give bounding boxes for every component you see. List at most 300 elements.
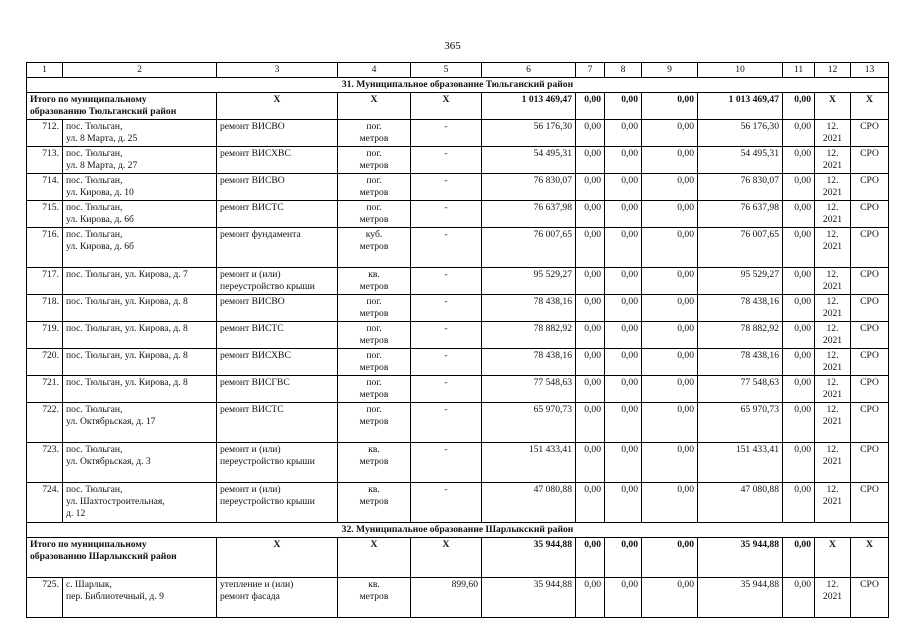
work-type-cell-line: ремонт ВИСХВС — [220, 147, 291, 159]
amount-cell: 0,00 — [642, 146, 698, 173]
table-row — [27, 482, 889, 522]
work-type-cell — [217, 482, 338, 522]
address-cell-line: ул. Кирова, д. 6б — [66, 213, 134, 225]
amount-cell: 0,00 — [783, 482, 815, 522]
work-type-cell-line: ремонт ВИСВО — [220, 295, 285, 307]
table-row — [27, 348, 889, 375]
amount-cell: 47 080,88 — [698, 482, 783, 522]
amount-cell: 0,00 — [576, 375, 605, 402]
row-number: 718. — [27, 294, 63, 321]
address-cell — [63, 482, 217, 522]
amount-cell: 0,00 — [605, 482, 642, 522]
address-cell-line: пос. Тюльган, — [66, 228, 123, 240]
amount-cell: 0,00 — [642, 200, 698, 227]
date-cell-line: 2021 — [822, 415, 843, 427]
column-header: 7 — [576, 63, 605, 78]
date-cell-line: 2021 — [822, 213, 843, 225]
amount-cell: 78 882,92 — [482, 321, 576, 348]
work-type-cell-line: ремонт и (или) — [220, 268, 281, 280]
amount-cell: 0,00 — [642, 119, 698, 146]
address-cell-line: пер. Библиотечный, д. 9 — [66, 590, 164, 602]
row-number: 722. — [27, 402, 63, 442]
unit-cell — [338, 577, 411, 617]
address-cell-line: ул. Шахтостроительная, — [66, 495, 165, 507]
address-cell-line: д. 12 — [66, 507, 86, 519]
work-type-cell-line: ремонт ВИСТС — [220, 201, 284, 213]
amount-cell: 0,00 — [642, 482, 698, 522]
amount-cell: 0,00 — [576, 227, 605, 267]
date-cell — [815, 146, 851, 173]
amount-cell: 0,00 — [605, 442, 642, 482]
address-cell-line: ул. 8 Марта, д. 25 — [66, 132, 138, 144]
date-cell-line: 2021 — [822, 590, 843, 602]
method-cell: СРО — [851, 482, 889, 522]
total-amount: 0,00 — [642, 92, 698, 119]
unit-cell-line: пог. — [366, 349, 382, 361]
amount-cell: 0,00 — [576, 482, 605, 522]
total-cell: X — [217, 537, 338, 577]
amount-cell: 0,00 — [576, 173, 605, 200]
amount-cell: 151 433,41 — [482, 442, 576, 482]
address-cell — [63, 348, 217, 375]
total-amount: 0,00 — [783, 537, 815, 577]
amount-cell: 0,00 — [605, 227, 642, 267]
quantity-cell: - — [411, 267, 482, 294]
amount-cell: 0,00 — [605, 577, 642, 617]
section-title-row — [27, 522, 889, 537]
address-cell-line: пос. Тюльган, — [66, 443, 123, 455]
work-type-cell-line: ремонт и (или) — [220, 443, 281, 455]
date-cell-line: 2021 — [822, 361, 843, 373]
amount-cell: 47 080,88 — [482, 482, 576, 522]
date-cell — [815, 577, 851, 617]
amount-cell: 0,00 — [576, 267, 605, 294]
work-type-cell — [217, 119, 338, 146]
method-cell: СРО — [851, 267, 889, 294]
method-cell: СРО — [851, 227, 889, 267]
amount-cell: 56 176,30 — [482, 119, 576, 146]
date-cell-line: 2021 — [822, 132, 843, 144]
work-type-cell-line: переустройство крыши — [220, 495, 315, 507]
row-number: 715. — [27, 200, 63, 227]
total-label-line: образованию Тюльганский район — [30, 105, 177, 117]
total-amount: 0,00 — [576, 537, 605, 577]
unit-cell-line: метров — [359, 334, 389, 346]
quantity-cell: - — [411, 119, 482, 146]
work-type-cell — [217, 402, 338, 442]
method-cell: СРО — [851, 200, 889, 227]
amount-cell: 0,00 — [642, 348, 698, 375]
quantity-cell: - — [411, 321, 482, 348]
date-cell-line: 12. — [826, 228, 839, 240]
amount-cell: 76 830,07 — [698, 173, 783, 200]
amount-cell: 76 007,65 — [698, 227, 783, 267]
unit-cell-line: метров — [359, 159, 389, 171]
amount-cell: 0,00 — [642, 267, 698, 294]
amount-cell: 0,00 — [783, 348, 815, 375]
amount-cell: 76 637,98 — [698, 200, 783, 227]
amount-cell: 0,00 — [605, 375, 642, 402]
total-label-line: Итого по муниципальному — [30, 93, 147, 105]
amount-cell: 0,00 — [642, 375, 698, 402]
column-header: 10 — [698, 63, 783, 78]
column-header: 13 — [851, 63, 889, 78]
address-cell — [63, 146, 217, 173]
work-type-cell — [217, 348, 338, 375]
date-cell — [815, 294, 851, 321]
date-cell-line: 12. — [826, 403, 839, 415]
unit-cell — [338, 442, 411, 482]
amount-cell: 0,00 — [642, 402, 698, 442]
amount-cell: 0,00 — [576, 348, 605, 375]
work-type-cell-line: ремонт ВИСХВС — [220, 349, 291, 361]
register-table — [26, 62, 889, 618]
amount-cell: 76 830,07 — [482, 173, 576, 200]
quantity-cell: - — [411, 482, 482, 522]
date-cell-line: 2021 — [822, 388, 843, 400]
amount-cell: 0,00 — [605, 348, 642, 375]
row-number: 714. — [27, 173, 63, 200]
unit-cell-line: пог. — [366, 120, 382, 132]
date-cell-line: 12. — [826, 147, 839, 159]
amount-cell: 76 637,98 — [482, 200, 576, 227]
date-cell — [815, 227, 851, 267]
total-cell: X — [851, 537, 889, 577]
unit-cell — [338, 200, 411, 227]
method-cell: СРО — [851, 442, 889, 482]
row-number: 713. — [27, 146, 63, 173]
date-cell — [815, 321, 851, 348]
work-type-cell-line: ремонт ВИСТС — [220, 322, 284, 334]
row-number: 716. — [27, 227, 63, 267]
row-number: 723. — [27, 442, 63, 482]
date-cell — [815, 402, 851, 442]
unit-cell-line: метров — [359, 388, 389, 400]
quantity-cell: 899,60 — [411, 577, 482, 617]
date-cell — [815, 375, 851, 402]
total-amount: 0,00 — [642, 537, 698, 577]
address-cell — [63, 227, 217, 267]
table-row — [27, 577, 889, 617]
amount-cell: 65 970,73 — [698, 402, 783, 442]
total-amount: 0,00 — [605, 92, 642, 119]
amount-cell: 0,00 — [576, 402, 605, 442]
unit-cell-line: кв. — [368, 443, 380, 455]
total-amount: 1 013 469,47 — [482, 92, 576, 119]
total-label-line: образованию Шарлыкский район — [30, 550, 177, 562]
work-type-cell — [217, 442, 338, 482]
total-cell: X — [338, 92, 411, 119]
amount-cell: 54 495,31 — [482, 146, 576, 173]
amount-cell: 0,00 — [642, 321, 698, 348]
total-label — [27, 537, 217, 577]
method-cell: СРО — [851, 146, 889, 173]
unit-cell-line: метров — [359, 495, 389, 507]
unit-cell-line: пог. — [366, 147, 382, 159]
date-cell — [815, 482, 851, 522]
unit-cell-line: пог. — [366, 295, 382, 307]
date-cell — [815, 119, 851, 146]
date-cell-line: 2021 — [822, 307, 843, 319]
work-type-cell-line: утепление и (или) — [220, 578, 294, 590]
unit-cell-line: пог. — [366, 376, 382, 388]
date-cell-line: 2021 — [822, 455, 843, 467]
column-header: 6 — [482, 63, 576, 78]
unit-cell-line: метров — [359, 280, 389, 292]
work-type-cell — [217, 227, 338, 267]
table-row — [27, 321, 889, 348]
address-cell-line: пос. Тюльган, ул. Кирова, д. 8 — [66, 376, 188, 388]
amount-cell: 56 176,30 — [698, 119, 783, 146]
amount-cell: 0,00 — [642, 173, 698, 200]
amount-cell: 35 944,88 — [698, 577, 783, 617]
amount-cell: 35 944,88 — [482, 577, 576, 617]
unit-cell-line: кв. — [368, 268, 380, 280]
address-cell — [63, 321, 217, 348]
amount-cell: 77 548,63 — [482, 375, 576, 402]
amount-cell: 0,00 — [783, 200, 815, 227]
total-label-line: Итого по муниципальному — [30, 538, 147, 550]
total-cell: X — [217, 92, 338, 119]
amount-cell: 95 529,27 — [698, 267, 783, 294]
address-cell-line: с. Шарлык, — [66, 578, 112, 590]
address-cell-line: ул. Октябрьская, д. 3 — [66, 455, 151, 467]
amount-cell: 78 882,92 — [698, 321, 783, 348]
row-number: 717. — [27, 267, 63, 294]
unit-cell — [338, 267, 411, 294]
column-number-row — [27, 63, 889, 78]
amount-cell: 78 438,16 — [698, 294, 783, 321]
unit-cell — [338, 294, 411, 321]
amount-cell: 0,00 — [642, 294, 698, 321]
work-type-cell-line: ремонт ВИСТС — [220, 403, 284, 415]
amount-cell: 0,00 — [605, 321, 642, 348]
unit-cell-line: метров — [359, 307, 389, 319]
method-cell: СРО — [851, 402, 889, 442]
address-cell-line: пос. Тюльган, — [66, 120, 123, 132]
register-table-body — [27, 63, 889, 618]
date-cell-line: 2021 — [822, 240, 843, 252]
method-cell: СРО — [851, 119, 889, 146]
unit-cell-line: кв. — [368, 483, 380, 495]
unit-cell — [338, 375, 411, 402]
address-cell — [63, 119, 217, 146]
work-type-cell-line: ремонт и (или) — [220, 483, 281, 495]
amount-cell: 78 438,16 — [698, 348, 783, 375]
unit-cell-line: метров — [359, 361, 389, 373]
amount-cell: 0,00 — [605, 267, 642, 294]
total-cell: X — [338, 537, 411, 577]
amount-cell: 0,00 — [576, 294, 605, 321]
unit-cell-line: метров — [359, 590, 389, 602]
address-cell — [63, 294, 217, 321]
amount-cell: 0,00 — [576, 119, 605, 146]
amount-cell: 76 007,65 — [482, 227, 576, 267]
row-number: 721. — [27, 375, 63, 402]
amount-cell: 0,00 — [576, 442, 605, 482]
section-title: 32. Муниципальное образование Шарлыкский район — [27, 522, 889, 537]
total-amount: 0,00 — [783, 92, 815, 119]
amount-cell: 77 548,63 — [698, 375, 783, 402]
unit-cell — [338, 402, 411, 442]
work-type-cell-line: ремонт ВИСГВС — [220, 376, 290, 388]
date-cell-line: 12. — [826, 483, 839, 495]
date-cell-line: 12. — [826, 349, 839, 361]
date-cell-line: 12. — [826, 322, 839, 334]
column-header: 4 — [338, 63, 411, 78]
date-cell-line: 2021 — [822, 159, 843, 171]
table-row — [27, 146, 889, 173]
table-row — [27, 442, 889, 482]
date-cell — [815, 348, 851, 375]
total-row — [27, 537, 889, 577]
work-type-cell — [217, 321, 338, 348]
date-cell-line: 2021 — [822, 495, 843, 507]
date-cell — [815, 442, 851, 482]
total-cell: X — [851, 92, 889, 119]
address-cell — [63, 375, 217, 402]
page-number: 365 — [444, 40, 461, 52]
column-header: 11 — [783, 63, 815, 78]
total-amount: 35 944,88 — [698, 537, 783, 577]
unit-cell-line: метров — [359, 132, 389, 144]
unit-cell-line: метров — [359, 213, 389, 225]
date-cell — [815, 200, 851, 227]
unit-cell-line: пог. — [366, 201, 382, 213]
table-row — [27, 119, 889, 146]
amount-cell: 0,00 — [576, 146, 605, 173]
method-cell: СРО — [851, 294, 889, 321]
address-cell — [63, 442, 217, 482]
date-cell-line: 12. — [826, 201, 839, 213]
amount-cell: 0,00 — [642, 442, 698, 482]
amount-cell: 151 433,41 — [698, 442, 783, 482]
column-header: 1 — [27, 63, 63, 78]
unit-cell-line: пог. — [366, 174, 382, 186]
address-cell-line: ул. Кирова, д. 10 — [66, 186, 134, 198]
unit-cell-line: метров — [359, 455, 389, 467]
amount-cell: 0,00 — [783, 321, 815, 348]
work-type-cell-line: ремонт фундамента — [220, 228, 301, 240]
amount-cell: 78 438,16 — [482, 348, 576, 375]
amount-cell: 0,00 — [783, 442, 815, 482]
address-cell-line: ул. 8 Марта, д. 27 — [66, 159, 138, 171]
unit-cell — [338, 321, 411, 348]
work-type-cell-line: переустройство крыши — [220, 455, 315, 467]
amount-cell: 0,00 — [576, 321, 605, 348]
address-cell-line: пос. Тюльган, — [66, 174, 123, 186]
amount-cell: 0,00 — [783, 146, 815, 173]
unit-cell — [338, 173, 411, 200]
address-cell-line: пос. Тюльган, — [66, 403, 123, 415]
column-header: 12 — [815, 63, 851, 78]
address-cell-line: пос. Тюльган, ул. Кирова, д. 8 — [66, 322, 188, 334]
work-type-cell-line: ремонт ВИСВО — [220, 174, 285, 186]
address-cell — [63, 402, 217, 442]
work-type-cell — [217, 267, 338, 294]
date-cell-line: 12. — [826, 443, 839, 455]
total-row — [27, 92, 889, 119]
unit-cell-line: куб. — [365, 228, 383, 240]
address-cell-line: ул. Октябрьская, д. 17 — [66, 415, 156, 427]
table-row — [27, 227, 889, 267]
date-cell-line: 12. — [826, 295, 839, 307]
unit-cell-line: метров — [359, 415, 389, 427]
amount-cell: 0,00 — [642, 227, 698, 267]
work-type-cell — [217, 173, 338, 200]
column-header: 2 — [63, 63, 217, 78]
quantity-cell: - — [411, 146, 482, 173]
amount-cell: 0,00 — [605, 173, 642, 200]
row-number: 724. — [27, 482, 63, 522]
amount-cell: 0,00 — [576, 200, 605, 227]
table-row — [27, 173, 889, 200]
unit-cell-line: кв. — [368, 578, 380, 590]
amount-cell: 0,00 — [783, 375, 815, 402]
quantity-cell: - — [411, 173, 482, 200]
date-cell-line: 12. — [826, 268, 839, 280]
table-row — [27, 294, 889, 321]
total-label — [27, 92, 217, 119]
address-cell-line: пос. Тюльган, ул. Кирова, д. 8 — [66, 349, 188, 361]
address-cell-line: ул. Кирова, д. 6б — [66, 240, 134, 252]
work-type-cell-line: ремонт фасада — [220, 590, 280, 602]
method-cell: СРО — [851, 577, 889, 617]
method-cell: СРО — [851, 375, 889, 402]
table-row — [27, 267, 889, 294]
unit-cell-line: пог. — [366, 403, 382, 415]
amount-cell: 0,00 — [605, 119, 642, 146]
amount-cell: 95 529,27 — [482, 267, 576, 294]
amount-cell: 78 438,16 — [482, 294, 576, 321]
unit-cell — [338, 227, 411, 267]
row-number: 725. — [27, 577, 63, 617]
section-title: 31. Муниципальное образование Тюльганский район — [27, 77, 889, 92]
total-cell: X — [815, 537, 851, 577]
unit-cell — [338, 482, 411, 522]
method-cell: СРО — [851, 348, 889, 375]
amount-cell: 0,00 — [605, 294, 642, 321]
column-header: 8 — [605, 63, 642, 78]
address-cell — [63, 577, 217, 617]
row-number: 719. — [27, 321, 63, 348]
amount-cell: 0,00 — [642, 577, 698, 617]
method-cell: СРО — [851, 173, 889, 200]
quantity-cell: - — [411, 442, 482, 482]
address-cell-line: пос. Тюльган, ул. Кирова, д. 7 — [66, 268, 188, 280]
quantity-cell: - — [411, 348, 482, 375]
unit-cell — [338, 119, 411, 146]
total-amount: 0,00 — [605, 537, 642, 577]
row-number: 720. — [27, 348, 63, 375]
amount-cell: 0,00 — [605, 402, 642, 442]
total-cell: X — [411, 92, 482, 119]
work-type-cell — [217, 146, 338, 173]
date-cell — [815, 173, 851, 200]
column-header: 5 — [411, 63, 482, 78]
amount-cell: 0,00 — [783, 402, 815, 442]
amount-cell: 0,00 — [783, 227, 815, 267]
work-type-cell — [217, 200, 338, 227]
table-row — [27, 375, 889, 402]
amount-cell: 0,00 — [605, 200, 642, 227]
work-type-cell-line: переустройство крыши — [220, 280, 315, 292]
total-amount: 1 013 469,47 — [698, 92, 783, 119]
amount-cell: 0,00 — [605, 146, 642, 173]
quantity-cell: - — [411, 200, 482, 227]
quantity-cell: - — [411, 227, 482, 267]
amount-cell: 0,00 — [783, 173, 815, 200]
